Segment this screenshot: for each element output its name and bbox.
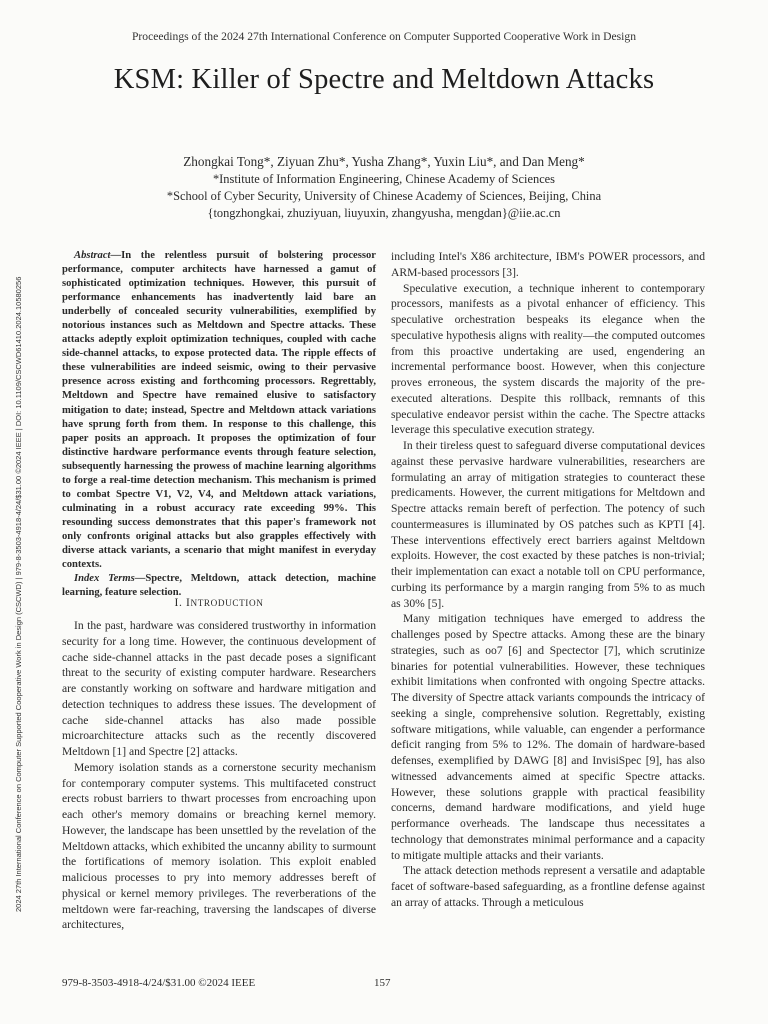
paragraph: The attack detection methods represent a versatile and adaptable facet of software-based safeguarding, as a frontline defense against an array of attacks. Through a meticulous [391,864,705,909]
abstract-label: Abstract [74,250,111,261]
section-number: I. [174,596,183,609]
paragraph: Many mitigation techniques have emerged to address the challenges posed by Spectre attacks. Among these are the binary strategies, such as oo7 [6] and Spectector [7], which scrutinize binaries for potential vulnerabilities. However, these techniques exhibit limitations when confronted with ongoing Spectre attacks. The diversity of Spectre attack variants compounds the intricacy of seeking a single, comprehensive solution. Regrettably, existing software mitigations, while valuable, can engender a performance deficit ranging from 5% to 12%. The domain of hardware-based defenses, exemplified by DAWG [8] and InvisiSpec [9], has also witnessed advancements aimed at specific Spectre attacks. However, these solutions grapple with practical feasibility concerns, demand hardware modifications, and yield huge performance overheads. The landscape thus necessitates a technology that demonstrates minimal performance and a capacity to mitigate multiple attacks and their variants. [391,612,705,862]
page-number: 157 [374,977,391,989]
paper-title: KSM: Killer of Spectre and Meltdown Attacks [113,64,655,95]
conference-header: Proceedings of the 2024 27th International Conference on Computer Supported Cooperative Work in Design [131,30,637,43]
author-list: Zhongkai Tong*, Ziyuan Zhu*, Yusha Zhang*, Yuxin Liu*, and Dan Meng* [183,154,585,169]
paragraph: Speculative execution, a technique inherent to contemporary processors, manifests as a pivotal enhancer of efficiency. This speculative orchestration bespeaks its elegance when the speculative hypothesis aligns with reality—the computed outcomes from this proactive undertaking are used, engendering an incremental performance boost. However, when this conjecture proves erroneous, the system discards the majority of the pre-executed alterations. Despite this rollback, remnants of this speculative endeavor persist within the cache. The Spectre attacks leverage this speculative execution strategy. [391,281,705,437]
paragraph: In their tireless quest to safeguard diverse computational devices against these pervasive hardware vulnerabilities, researchers are formulating an array of mitigation strategies to counteract these predicaments. However, the current mitigations for Meltdown and Spectre attacks remain bereft of perfection. The potency of such countermeasures is illuminated by OS patches such as KPTI [4]. These interventions effectively erect barriers against Meltdown exploits. However, the cost exacted by these patches is non-trivial; their implementation can exact a notable toll on CPU performance, curbing its performance by a margin ranging from 5% to as much as 30% [5]. [391,439,705,610]
author-emails: {tongzhongkai, zhuziyuan, liuyuxin, zhangyusha, mengdan}@iie.ac.cn [207,206,561,220]
section-title-rest: NTRODUCTION [190,598,264,608]
left-column-body [62,618,376,933]
paragraph: including Intel's X86 architecture, IBM's POWER processors, and ARM-based processors [3]. [391,250,705,279]
abstract-paragraph [62,249,376,572]
paragraph: In the past, hardware was considered trustworthy in information security for a long time. However, the continuous development of cache side-channel attacks in the past decade poses a significant threat to the security of existing computer hardware. Researchers are constantly working on software and hardware mitigation and detection techniques to address these issues. The development of cache side-channel attacks has also made possible microarchitecture attacks such as the recently discovered Meltdown [1] and Spectre [2] attacks. [62,619,376,758]
abstract-block [62,249,376,600]
index-terms-text: —Spectre, Meltdown, attack detection, machine learning, feature selection. [62,573,376,599]
abstract-text: —In the relentless pursuit of bolstering processor performance, computer architects have harnessed a gamut of sophisticated optimization techniques. However, this pursuit of performance enhancements has inadvertently laid bare an underbelly of concealed security vulnerabilities, exemplified by notorious instances such as Meltdown and Spectre attacks. These attacks adeptly exploit optimization techniques, coupled with cache side-channel attacks, to expose protected data. The ripple effects of these vulnerabilities are indeed seismic, owing to their pervasive presence across existing and forthcoming processors. Regrettably, Meltdown and Spectre have remained elusive to satisfactory mitigation to date; instead, Spectre and Meltdown attack variations have sprung forth from them. In response to this challenge, this paper posits an approach. It proposes the optimization of four distinctive hardware performance events through feature selection, subsequently harnessing the prowess of machine learning algorithms to forge a real-time detection mechanism. This mechanism is primed to combat Spectre V1, V2, V4, and Meltdown attack variations, culminating in a robust accuracy rate exceeding 99%. This resounding success demonstrates that this paper's framework not only confronts original attacks but also grapples effectively with diverse attack variants, a scenario that might manifest in everyday contexts. [62,250,376,571]
footer-isbn: 979-8-3503-4918-4/24/$31.00 ©2024 IEEE [62,977,256,989]
section-title-initial: I [186,596,191,609]
right-column-body [391,249,705,911]
doi-sidebar: 2024 27th International Conference on Computer Supported Cooperative Work in Design (CSCWD) | 979-8-3503-4918-4/24/$31.00 ©2024 IEEE | DOI: 10.1109/CSCWD61410.2024.10580256 [14,276,23,912]
index-terms-label: Index Terms [74,573,135,585]
paragraph: Memory isolation stands as a cornerstone security mechanism for contemporary computer systems. This multifaceted construct erects robust barriers to thwart processes from encroaching upon each other's memory domains or breaching kernel memory. However, the landscape has been unsettled by the revelation of the Meltdown attacks, which exhibited the uncanny ability to surmount the fortifications of memory isolation. This exploit enabled malicious processes to pry into memory addresses bereft of physical or kernel memory privileges. The reverberations of the meltdown were far-reaching, traversing the landscapes of diverse architectures, [62,760,376,932]
affiliation-1: *Institute of Information Engineering, Chinese Academy of Sciences [212,172,556,186]
section-heading-introduction [62,596,376,609]
affiliation-2: *School of Cyber Security, University of Chinese Academy of Sciences, Beijing, China [166,189,602,203]
